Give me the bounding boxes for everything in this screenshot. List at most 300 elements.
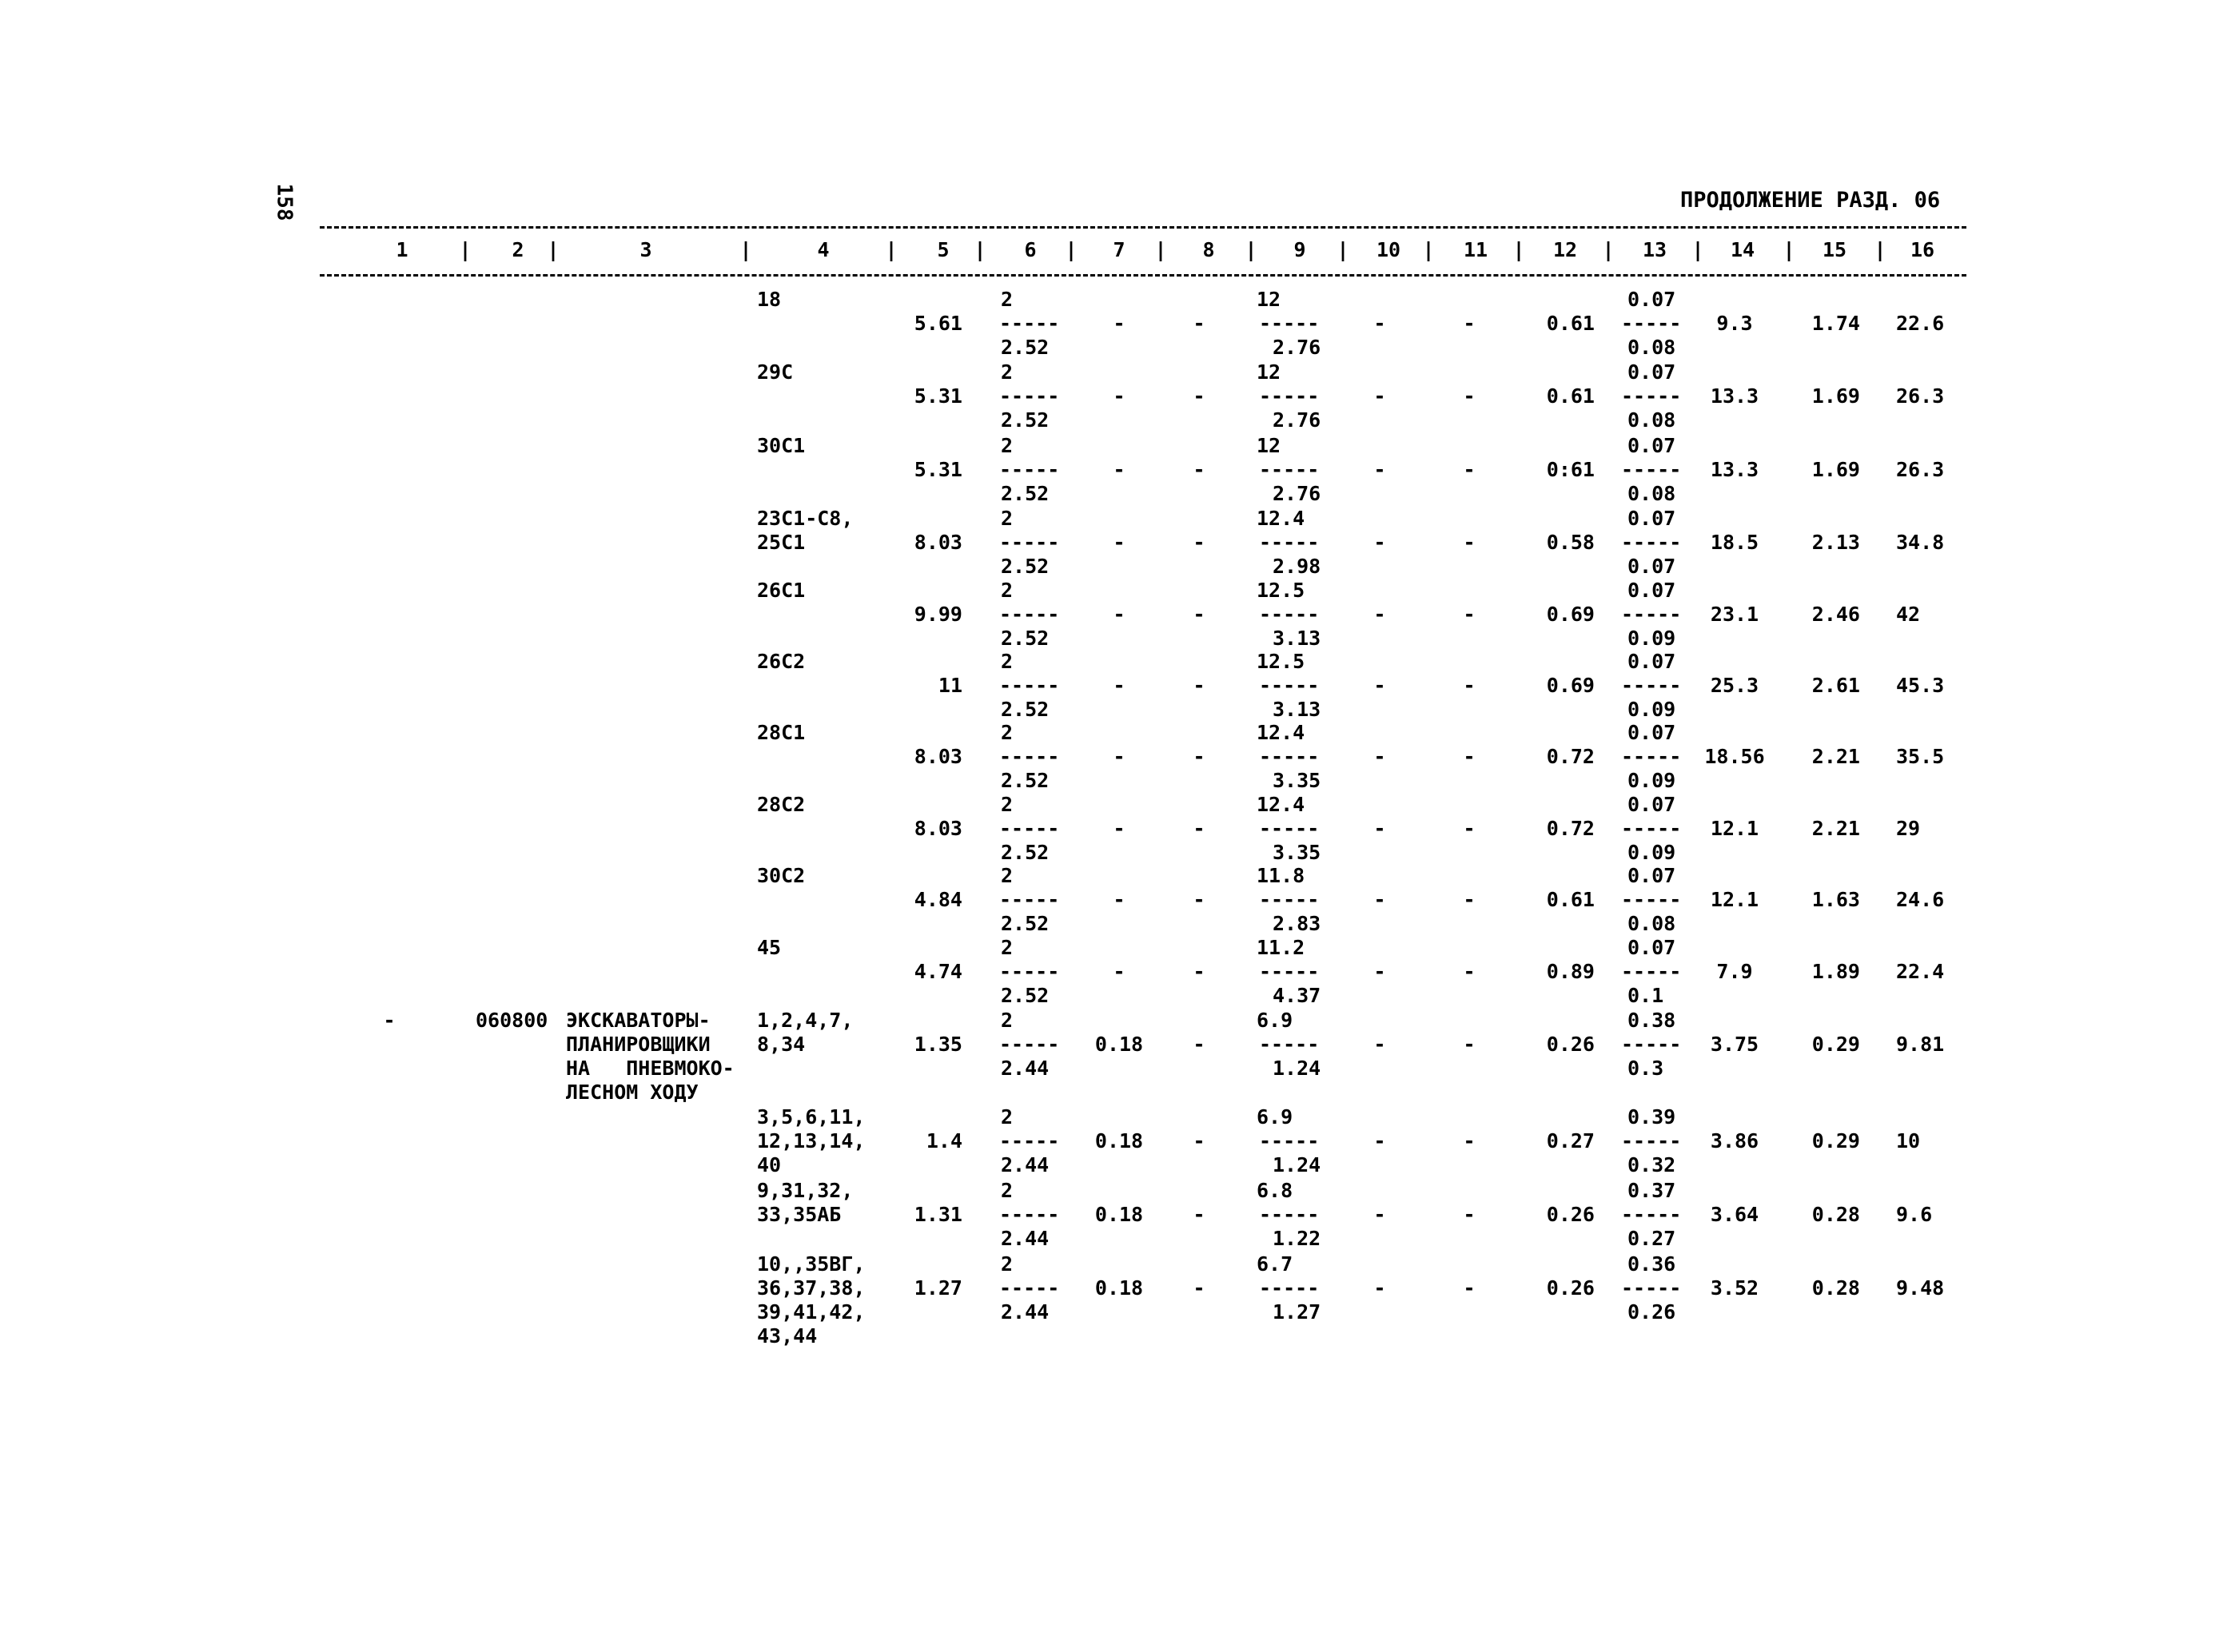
col12-value: 0.26 [1546,1203,1595,1226]
column-separator: | [1602,238,1615,261]
col6-numerator: 2 [1001,507,1014,530]
col6-numerator: 2 [1001,650,1014,673]
col9-numerator: 12.5 [1257,579,1305,602]
col6-numerator: 2 [1001,793,1014,816]
col15-value: 2.21 [1811,817,1860,840]
col9-numerator: 11.8 [1257,864,1305,887]
col13-fraction-bar: ----- [1621,674,1682,697]
row-id-line: 10,,35ВГ, [757,1252,866,1276]
col13-denominator: 0.3 [1627,1057,1664,1080]
col10-value: - [1373,674,1386,697]
col13-denominator: 0.09 [1627,841,1676,864]
column-separator: | [974,238,986,261]
col13-numerator: 0.07 [1627,507,1676,530]
col6-denominator: 2.52 [1001,769,1050,792]
col13-numerator: 0.07 [1627,650,1676,673]
col7-value: - [1113,603,1125,626]
col6-fraction-bar: ----- [999,1033,1060,1056]
col5-value: 1.4 [926,1129,962,1152]
col9-fraction-bar: ----- [1259,458,1320,481]
col10-value: - [1373,960,1386,983]
col13-fraction-bar: ----- [1621,745,1682,768]
row-id-line: 26С1 [757,579,806,602]
col13-numerator: 0.07 [1627,864,1676,887]
col10-value: - [1373,1203,1386,1226]
col9-denominator: 2.76 [1273,336,1321,359]
row-id-line: 40 [757,1153,782,1176]
col8-value: - [1193,817,1205,840]
column-separator: | [1512,238,1525,261]
col14-value: 9.3 [1716,312,1753,335]
header-top-rule [320,226,1966,229]
col6-denominator: 2.52 [1001,336,1050,359]
col9-denominator: 2.76 [1273,408,1321,432]
col12-value: 0.58 [1546,531,1595,554]
col11-value: - [1463,1203,1476,1226]
col13-fraction-bar: ----- [1621,960,1682,983]
col12-value: 0.61 [1546,384,1595,408]
col15-value: 2.46 [1811,603,1860,626]
col9-numerator: 12 [1257,288,1281,311]
col6-denominator: 2.52 [1001,698,1050,721]
col16-value: 22.4 [1896,960,1945,983]
col16-value: 9.48 [1896,1276,1945,1300]
col9-numerator: 12.4 [1257,507,1305,530]
col16-value: 26.3 [1896,458,1945,481]
col13-denominator: 0.09 [1627,769,1676,792]
column-header-13: 13 [1642,238,1667,261]
col14-value: 12.1 [1710,888,1759,911]
col5-value: 5.31 [914,458,962,481]
column-header-7: 7 [1113,238,1125,261]
col9-fraction-bar: ----- [1259,1203,1320,1226]
row-id-line: 25С1 [757,531,806,554]
col6-numerator: 2 [1001,1009,1014,1032]
col13-denominator: 0.08 [1627,482,1676,505]
col15-value: 0.29 [1811,1129,1860,1152]
col12-value: 0.26 [1546,1276,1595,1300]
col13-denominator: 0.1 [1627,984,1664,1007]
col12-value: 0.89 [1546,960,1595,983]
col13-denominator: 0.08 [1627,912,1676,935]
row-id-line: 12,13,14, [757,1129,866,1152]
col5-value: 4.84 [914,888,962,911]
col6-numerator: 2 [1001,1105,1014,1129]
col6-fraction-bar: ----- [999,458,1060,481]
row-id-line: 36,37,38, [757,1276,866,1300]
col9-numerator: 6.7 [1257,1252,1293,1276]
col6-denominator: 2.52 [1001,912,1050,935]
col13-denominator: 0.32 [1627,1153,1676,1176]
col9-numerator: 12 [1257,360,1281,384]
col16-value: 24.6 [1896,888,1945,911]
col13-denominator: 0.08 [1627,336,1676,359]
col6-fraction-bar: ----- [999,384,1060,408]
col11-value: - [1463,960,1476,983]
col7-value: 0.18 [1094,1129,1144,1152]
col5-value: 1.31 [914,1203,962,1226]
col15-value: 2.61 [1811,674,1860,697]
col6-fraction-bar: ----- [999,674,1060,697]
col8-value: - [1193,1129,1205,1152]
col6-numerator: 2 [1001,1252,1014,1276]
col6-fraction-bar: ----- [999,1129,1060,1152]
col9-denominator: 1.24 [1273,1153,1321,1176]
col16-value: 42 [1896,603,1921,626]
col5-value: 9.99 [914,603,962,626]
col10-value: - [1373,888,1386,911]
row-id-line: 26С2 [757,650,806,673]
col6-fraction-bar: ----- [999,531,1060,554]
column-header-12: 12 [1552,238,1578,261]
col10-value: - [1373,1033,1386,1056]
col9-fraction-bar: ----- [1259,888,1320,911]
col9-numerator: 11.2 [1257,936,1305,959]
col9-denominator: 2.98 [1273,555,1321,578]
col6-numerator: 2 [1001,1179,1014,1202]
col9-numerator: 6.9 [1257,1105,1293,1129]
col15-value: 2.21 [1811,745,1860,768]
col16-value: 10 [1896,1129,1921,1152]
col12-value: 0.27 [1546,1129,1595,1152]
row-id-line: 30С1 [757,434,806,457]
column-separator: | [1065,238,1078,261]
col16-value: 29 [1896,817,1921,840]
col6-denominator: 2.52 [1001,627,1050,650]
col6-denominator: 2.44 [1001,1153,1050,1176]
col11-value: - [1463,745,1476,768]
column-header-6: 6 [1024,238,1037,261]
column-header-1: 1 [396,238,408,261]
col7-value: - [1113,312,1125,335]
col9-denominator: 2.76 [1273,482,1321,505]
col6-fraction-bar: ----- [999,960,1060,983]
row-id-line: 9,31,32, [757,1179,854,1202]
col10-value: - [1373,312,1386,335]
col14-value: 3.75 [1710,1033,1759,1056]
col15-value: 0.28 [1811,1276,1860,1300]
column-header-9: 9 [1293,238,1306,261]
column-header-3: 3 [639,238,652,261]
col15-value: 0.29 [1811,1033,1860,1056]
row-id-line: 30С2 [757,864,806,887]
section-title-line: ПЛАНИРОВЩИКИ [566,1033,711,1056]
col13-numerator: 0.38 [1627,1009,1676,1032]
col13-denominator: 0.27 [1627,1227,1676,1250]
row-id-line: 29С [757,360,794,384]
col13-denominator: 0.07 [1627,555,1676,578]
col9-denominator: 1.27 [1273,1300,1321,1324]
col11-value: - [1463,531,1476,554]
col11-value: - [1463,384,1476,408]
col12-value: 0.69 [1546,674,1595,697]
col14-value: 18.5 [1710,531,1759,554]
col13-numerator: 0.39 [1627,1105,1676,1129]
col6-denominator: 2.52 [1001,482,1050,505]
column-separator: | [1691,238,1704,261]
row-id-line: 33,35АБ [757,1203,842,1226]
row-id-line: 8,34 [757,1033,806,1056]
col15-value: 1.69 [1811,458,1860,481]
col14-value: 23.1 [1710,603,1759,626]
col14-value: 13.3 [1710,458,1759,481]
column-header-15: 15 [1822,238,1847,261]
col16-value: 35.5 [1896,745,1945,768]
col11-value: - [1463,674,1476,697]
col16-value: 22.6 [1896,312,1945,335]
col13-numerator: 0.07 [1627,360,1676,384]
col7-value: - [1113,960,1125,983]
col11-value: - [1463,888,1476,911]
col10-value: - [1373,531,1386,554]
col14-value: 3.52 [1710,1276,1759,1300]
col6-fraction-bar: ----- [999,1276,1060,1300]
col9-denominator: 2.83 [1273,912,1321,935]
col7-value: 0.18 [1094,1033,1144,1056]
col6-fraction-bar: ----- [999,312,1060,335]
col13-numerator: 0.37 [1627,1179,1676,1202]
column-header-10: 10 [1376,238,1401,261]
col8-value: - [1193,1033,1205,1056]
col16-value: 34.8 [1896,531,1945,554]
col13-fraction-bar: ----- [1621,384,1682,408]
row-id-line: 1,2,4,7, [757,1009,854,1032]
col6-fraction-bar: ----- [999,603,1060,626]
col9-numerator: 6.9 [1257,1009,1293,1032]
col13-fraction-bar: ----- [1621,531,1682,554]
col12-value: 0.61 [1546,888,1595,911]
col15-value: 0.28 [1811,1203,1860,1226]
col13-fraction-bar: ----- [1621,1203,1682,1226]
section-title-line: ЛЕСНОМ ХОДУ [566,1081,699,1104]
column-header-8: 8 [1202,238,1215,261]
col10-value: - [1373,1276,1386,1300]
section-title-line: ЭКСКАВАТОРЫ- [566,1009,711,1032]
col13-numerator: 0.07 [1627,721,1676,744]
row-id-line: 39,41,42, [757,1300,866,1324]
col13-numerator: 0.07 [1627,793,1676,816]
col6-fraction-bar: ----- [999,817,1060,840]
col6-fraction-bar: ----- [999,888,1060,911]
row-id-line: 45 [757,936,782,959]
col13-denominator: 0.09 [1627,627,1676,650]
col6-numerator: 2 [1001,936,1014,959]
col7-value: - [1113,674,1125,697]
continuation-heading: ПРОДОЛЖЕНИЕ РАЗД. 06 [1680,188,1941,213]
col9-denominator: 4.37 [1273,984,1321,1007]
col16-value: 9.6 [1896,1203,1933,1226]
col15-value: 1.69 [1811,384,1860,408]
column-separator: | [1874,238,1886,261]
col9-fraction-bar: ----- [1259,960,1320,983]
col13-numerator: 0.07 [1627,936,1676,959]
col8-value: - [1193,1276,1205,1300]
col9-fraction-bar: ----- [1259,817,1320,840]
col16-value: 26.3 [1896,384,1945,408]
column-separator: | [459,238,472,261]
col15-value: 1.89 [1811,960,1860,983]
col7-value: - [1113,458,1125,481]
col14-value: 25.3 [1710,674,1759,697]
col7-value: - [1113,531,1125,554]
col14-value: 13.3 [1710,384,1759,408]
col13-fraction-bar: ----- [1621,458,1682,481]
col7-value: 0.18 [1094,1203,1144,1226]
col9-fraction-bar: ----- [1259,1276,1320,1300]
col6-fraction-bar: ----- [999,745,1060,768]
col7-value: - [1113,817,1125,840]
col13-numerator: 0.36 [1627,1252,1676,1276]
col13-denominator: 0.26 [1627,1300,1676,1324]
column-header-14: 14 [1730,238,1755,261]
col5-value: 1.35 [914,1033,962,1056]
col12-value: 0.72 [1546,817,1595,840]
col9-denominator: 3.13 [1273,698,1321,721]
column-header-4: 4 [817,238,830,261]
col15-value: 2.13 [1811,531,1860,554]
column-header-5: 5 [937,238,950,261]
column-header-2: 2 [512,238,524,261]
col16-value: 9.81 [1896,1033,1945,1056]
column-separator: | [1154,238,1167,261]
col6-denominator: 2.52 [1001,408,1050,432]
col9-fraction-bar: ----- [1259,312,1320,335]
col9-fraction-bar: ----- [1259,531,1320,554]
col9-numerator: 12.4 [1257,721,1305,744]
col11-value: - [1463,1129,1476,1152]
page-number: 158 [272,183,297,221]
section-title-line: НА ПНЕВМОКО- [566,1057,735,1080]
col14-value: 3.86 [1710,1129,1759,1152]
col12-value: 0.69 [1546,603,1595,626]
column-separator: | [1783,238,1795,261]
col11-value: - [1463,603,1476,626]
col9-fraction-bar: ----- [1259,1033,1320,1056]
col12-value: 0.26 [1546,1033,1595,1056]
col13-fraction-bar: ----- [1621,1276,1682,1300]
col14-value: 3.64 [1710,1203,1759,1226]
column-header-16: 16 [1910,238,1935,261]
col13-fraction-bar: ----- [1621,312,1682,335]
col8-value: - [1193,674,1205,697]
col8-value: - [1193,960,1205,983]
col7-value: - [1113,888,1125,911]
col7-value: - [1113,745,1125,768]
col10-value: - [1373,458,1386,481]
col9-fraction-bar: ----- [1259,745,1320,768]
col9-numerator: 12 [1257,434,1281,457]
col5-value: 11 [938,674,962,697]
col6-denominator: 2.52 [1001,555,1050,578]
col9-denominator: 3.35 [1273,841,1321,864]
col11-value: - [1463,1276,1476,1300]
column-separator: | [1245,238,1257,261]
col5-value: 4.74 [914,960,962,983]
col9-fraction-bar: ----- [1259,1129,1320,1152]
section-code: 060800 [476,1009,548,1032]
col6-numerator: 2 [1001,434,1014,457]
col13-fraction-bar: ----- [1621,603,1682,626]
col5-value: 8.03 [914,817,962,840]
column-separator: | [1422,238,1435,261]
col12-value: 0:61 [1546,458,1595,481]
column-header-11: 11 [1463,238,1488,261]
col9-denominator: 1.22 [1273,1227,1321,1250]
col13-fraction-bar: ----- [1621,1129,1682,1152]
col5-value: 1.27 [914,1276,962,1300]
col8-value: - [1193,384,1205,408]
col6-denominator: 2.44 [1001,1227,1050,1250]
col8-value: - [1193,603,1205,626]
col14-value: 12.1 [1710,817,1759,840]
col6-numerator: 2 [1001,579,1014,602]
row-id-line: 43,44 [757,1324,818,1347]
col10-value: - [1373,745,1386,768]
col5-value: 8.03 [914,531,962,554]
col8-value: - [1193,745,1205,768]
col6-numerator: 2 [1001,360,1014,384]
col10-value: - [1373,817,1386,840]
col9-numerator: 6.8 [1257,1179,1293,1202]
column-separator: | [885,238,898,261]
col5-value: 5.61 [914,312,962,335]
col10-value: - [1373,384,1386,408]
col9-denominator: 1.24 [1273,1057,1321,1080]
col8-value: - [1193,1203,1205,1226]
col9-fraction-bar: ----- [1259,603,1320,626]
col13-fraction-bar: ----- [1621,888,1682,911]
col12-value: 0.72 [1546,745,1595,768]
col5-value: 8.03 [914,745,962,768]
col9-numerator: 12.5 [1257,650,1305,673]
col13-denominator: 0.08 [1627,408,1676,432]
col13-denominator: 0.09 [1627,698,1676,721]
col5-value: 5.31 [914,384,962,408]
col15-value: 1.74 [1811,312,1860,335]
col6-denominator: 2.52 [1001,984,1050,1007]
col6-numerator: 2 [1001,288,1014,311]
col6-fraction-bar: ----- [999,1203,1060,1226]
column-separator: | [1337,238,1349,261]
col8-value: - [1193,531,1205,554]
col9-denominator: 3.35 [1273,769,1321,792]
col7-value: 0.18 [1094,1276,1144,1300]
col8-value: - [1193,888,1205,911]
col14-value: 7.9 [1716,960,1753,983]
col13-numerator: 0.07 [1627,579,1676,602]
col11-value: - [1463,458,1476,481]
col6-denominator: 2.44 [1001,1300,1050,1324]
row-id-line: 18 [757,288,782,311]
col15-value: 1.63 [1811,888,1860,911]
col9-numerator: 12.4 [1257,793,1305,816]
row-id-line: 3,5,6,11, [757,1105,866,1129]
row-id-line: 23С1-С8, [757,507,854,530]
col8-value: - [1193,312,1205,335]
section-dash: - [383,1009,396,1032]
col9-fraction-bar: ----- [1259,674,1320,697]
column-separator: | [739,238,752,261]
row-id-line: 28С1 [757,721,806,744]
col13-fraction-bar: ----- [1621,1033,1682,1056]
col14-value: 18.56 [1704,745,1765,768]
col6-numerator: 2 [1001,721,1014,744]
col9-fraction-bar: ----- [1259,384,1320,408]
col13-fraction-bar: ----- [1621,817,1682,840]
col6-denominator: 2.52 [1001,841,1050,864]
column-separator: | [547,238,560,261]
col7-value: - [1113,384,1125,408]
